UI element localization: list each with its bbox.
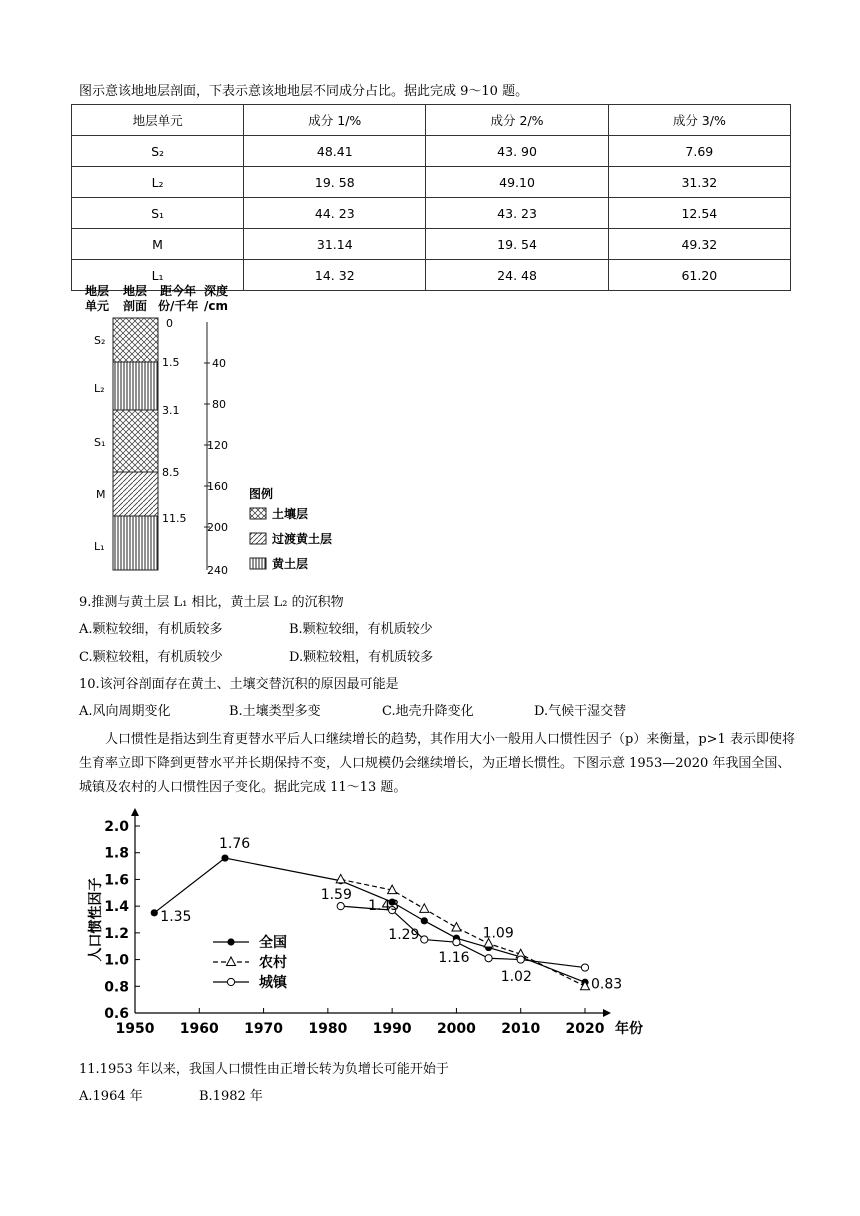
x-axis-label: 年份 [615,1021,643,1037]
table-cell: 48.41 [244,136,426,167]
table-header-row [72,105,791,136]
layer-s1 [113,410,158,472]
table-cell: 19. 58 [244,167,426,198]
q9-option-b: B.颗粒较细，有机质较少 [289,622,433,637]
table-cell: L₂ [72,167,244,198]
q11-stem: 11.1953 年以来，我国人口惯性由正增长转为负增长可能开始于 [79,1062,449,1077]
stratigraphic-profile [78,282,378,582]
data-point [517,956,524,963]
header-section-1: 地层 [123,284,148,298]
layer-s2 [113,318,158,362]
data-point [227,978,234,985]
depth-label: 200 [207,521,228,534]
q9-option-d: D.颗粒较粗，有机质较多 [289,650,434,665]
q9-option-a: A.颗粒较细，有机质较多 [79,622,223,637]
data-point [581,964,588,971]
q10-option-d: D.气候干湿交替 [534,704,627,719]
table-cell: S₁ [72,198,244,229]
header-section-2: 剖面 [123,299,148,313]
data-point [221,854,228,861]
x-tick-label: 1950 [115,1021,155,1037]
unit-label: S₂ [94,334,106,347]
legend-swatch-loess [250,558,266,569]
table-cell: 31.14 [244,229,426,260]
layer-l2 [113,362,158,410]
q11-option-b: B.1982 年 [199,1089,263,1104]
table-cell: 24. 48 [426,260,608,291]
header-age-1: 距今年 [160,284,197,298]
legend-title: 图例 [249,487,274,501]
unit-label: M [96,488,106,501]
x-tick-label: 2020 [565,1021,605,1037]
table-cell: 14. 32 [244,260,426,291]
data-point [453,939,460,946]
data-point [227,957,236,966]
x-tick-label: 1980 [308,1021,348,1037]
q10-option-c: C.地壳升降变化 [382,704,474,719]
table-cell: 19. 54 [426,229,608,260]
data-label: 1.59 [320,886,352,903]
age-label: 1.5 [162,356,180,369]
data-point [452,923,461,932]
layer-l1 [113,516,158,570]
age-label: 8.5 [162,466,180,479]
legend-label: 土壤层 [272,507,309,521]
y-tick-label: 0.8 [104,979,129,996]
table-cell: 12.54 [608,198,790,229]
data-point [420,904,429,913]
x-tick-label: 2010 [501,1021,541,1037]
data-point [227,938,234,945]
table-row [72,198,791,229]
y-tick-label: 0.6 [104,1006,129,1022]
depth-label: 240 [207,564,228,577]
q9-option-c: C.颗粒较粗，有机质较少 [79,650,223,665]
depth-label: 120 [207,439,228,452]
y-tick-label: 1.0 [104,952,129,969]
composition-table [71,104,791,291]
data-label: 1.09 [482,925,514,942]
data-point [337,903,344,910]
table-cell: 49.32 [608,229,790,260]
x-tick-label: 2000 [436,1021,476,1037]
data-label: 1.16 [438,950,470,967]
table-cell: 43. 23 [426,198,608,229]
table-header-cell: 成分 3/% [608,105,790,136]
layer-m [113,472,158,516]
header-age-2: 份/千年 [158,299,199,313]
depth-label: 80 [212,398,226,411]
y-axis-label: 人口惯性因子 [88,877,104,962]
q10-option-a: A.风向周期变化 [79,704,171,719]
table-header-cell: 成分 1/% [244,105,426,136]
x-tick-label: 1970 [244,1021,284,1037]
data-label: 1.29 [388,926,420,943]
header-unit-1: 地层 [85,284,110,298]
unit-label: L₁ [94,540,105,553]
age-label: 11.5 [162,512,187,525]
population-inertia-chart [80,808,680,1053]
unit-label: S₁ [94,436,106,449]
y-tick-label: 1.8 [104,845,129,862]
data-label: 1.43 [368,898,400,915]
q9-stem: 9.推测与黄土层 L₁ 相比，黄土层 L₂ 的沉积物 [79,595,344,610]
data-label: 0.83 [591,976,623,993]
unit-label: L₂ [94,382,105,395]
data-label: 1.35 [160,908,192,925]
table-row [72,167,791,198]
y-axis-arrow [131,808,139,816]
data-point [421,936,428,943]
y-tick-label: 1.6 [104,872,129,889]
legend-label: 全国 [259,935,287,951]
table-cell: 7.69 [608,136,790,167]
header-unit-2: 单元 [85,299,110,313]
legend-swatch-transition [250,533,266,544]
age-label: 3.1 [162,404,180,417]
y-tick-label: 1.4 [104,899,129,916]
age-label: 0 [166,317,173,330]
table-cell: M [72,229,244,260]
passage-text: 人口惯性是指达到生育更替水平后人口继续增长的趋势，其作用大小一般用人口惯性因子（p）来衡量，p>1 表示即使将生育率立即下降到更替水平并长期保持不变，人口规模仍会继续增长，为正增长惯性。下图示意 1953—2020 年我国全国、城镇及农村的人口惯性因子变化。据此完成 11～13 题。 [79,732,795,795]
data-label: 1.76 [219,836,251,853]
legend-label: 农村 [259,955,287,971]
q10-option-b: B.土壤类型多变 [229,704,321,719]
legend-label: 黄土层 [272,557,309,571]
table-cell: 31.32 [608,167,790,198]
x-tick-label: 1990 [372,1021,412,1037]
table-cell: 44. 23 [244,198,426,229]
data-label: 1.02 [500,968,532,985]
table-cell: 43. 90 [426,136,608,167]
intro-text: 图示意该地地层剖面，下表示意该地地层不同成分占比。据此完成 9～10 题。 [79,84,529,99]
depth-label: 40 [212,357,226,370]
data-point [421,917,428,924]
q10-stem: 10.该河谷剖面存在黄土、土壤交替沉积的原因最可能是 [79,677,399,692]
legend-label: 过渡黄土层 [272,532,333,546]
data-point [336,874,345,883]
header-depth-1: 深度 [204,284,229,298]
y-tick-label: 2.0 [104,819,129,835]
q11-option-a: A.1964 年 [79,1089,143,1104]
depth-label: 160 [207,480,228,493]
table-header-cell: 成分 2/% [426,105,608,136]
table-cell: S₂ [72,136,244,167]
x-tick-label: 1960 [179,1021,219,1037]
legend-swatch-soil [250,508,266,519]
x-axis-arrow [603,1009,611,1017]
table-header-cell: 地层单元 [72,105,244,136]
table-cell: 49.10 [426,167,608,198]
data-point [151,909,158,916]
table-row [72,136,791,167]
table-cell: L₁ [72,260,244,291]
data-point [485,955,492,962]
table-cell: 61.20 [608,260,790,291]
table-row [72,229,791,260]
header-depth-2: /cm [204,299,228,313]
legend-label: 城镇 [259,975,287,991]
y-tick-label: 1.2 [104,925,129,942]
